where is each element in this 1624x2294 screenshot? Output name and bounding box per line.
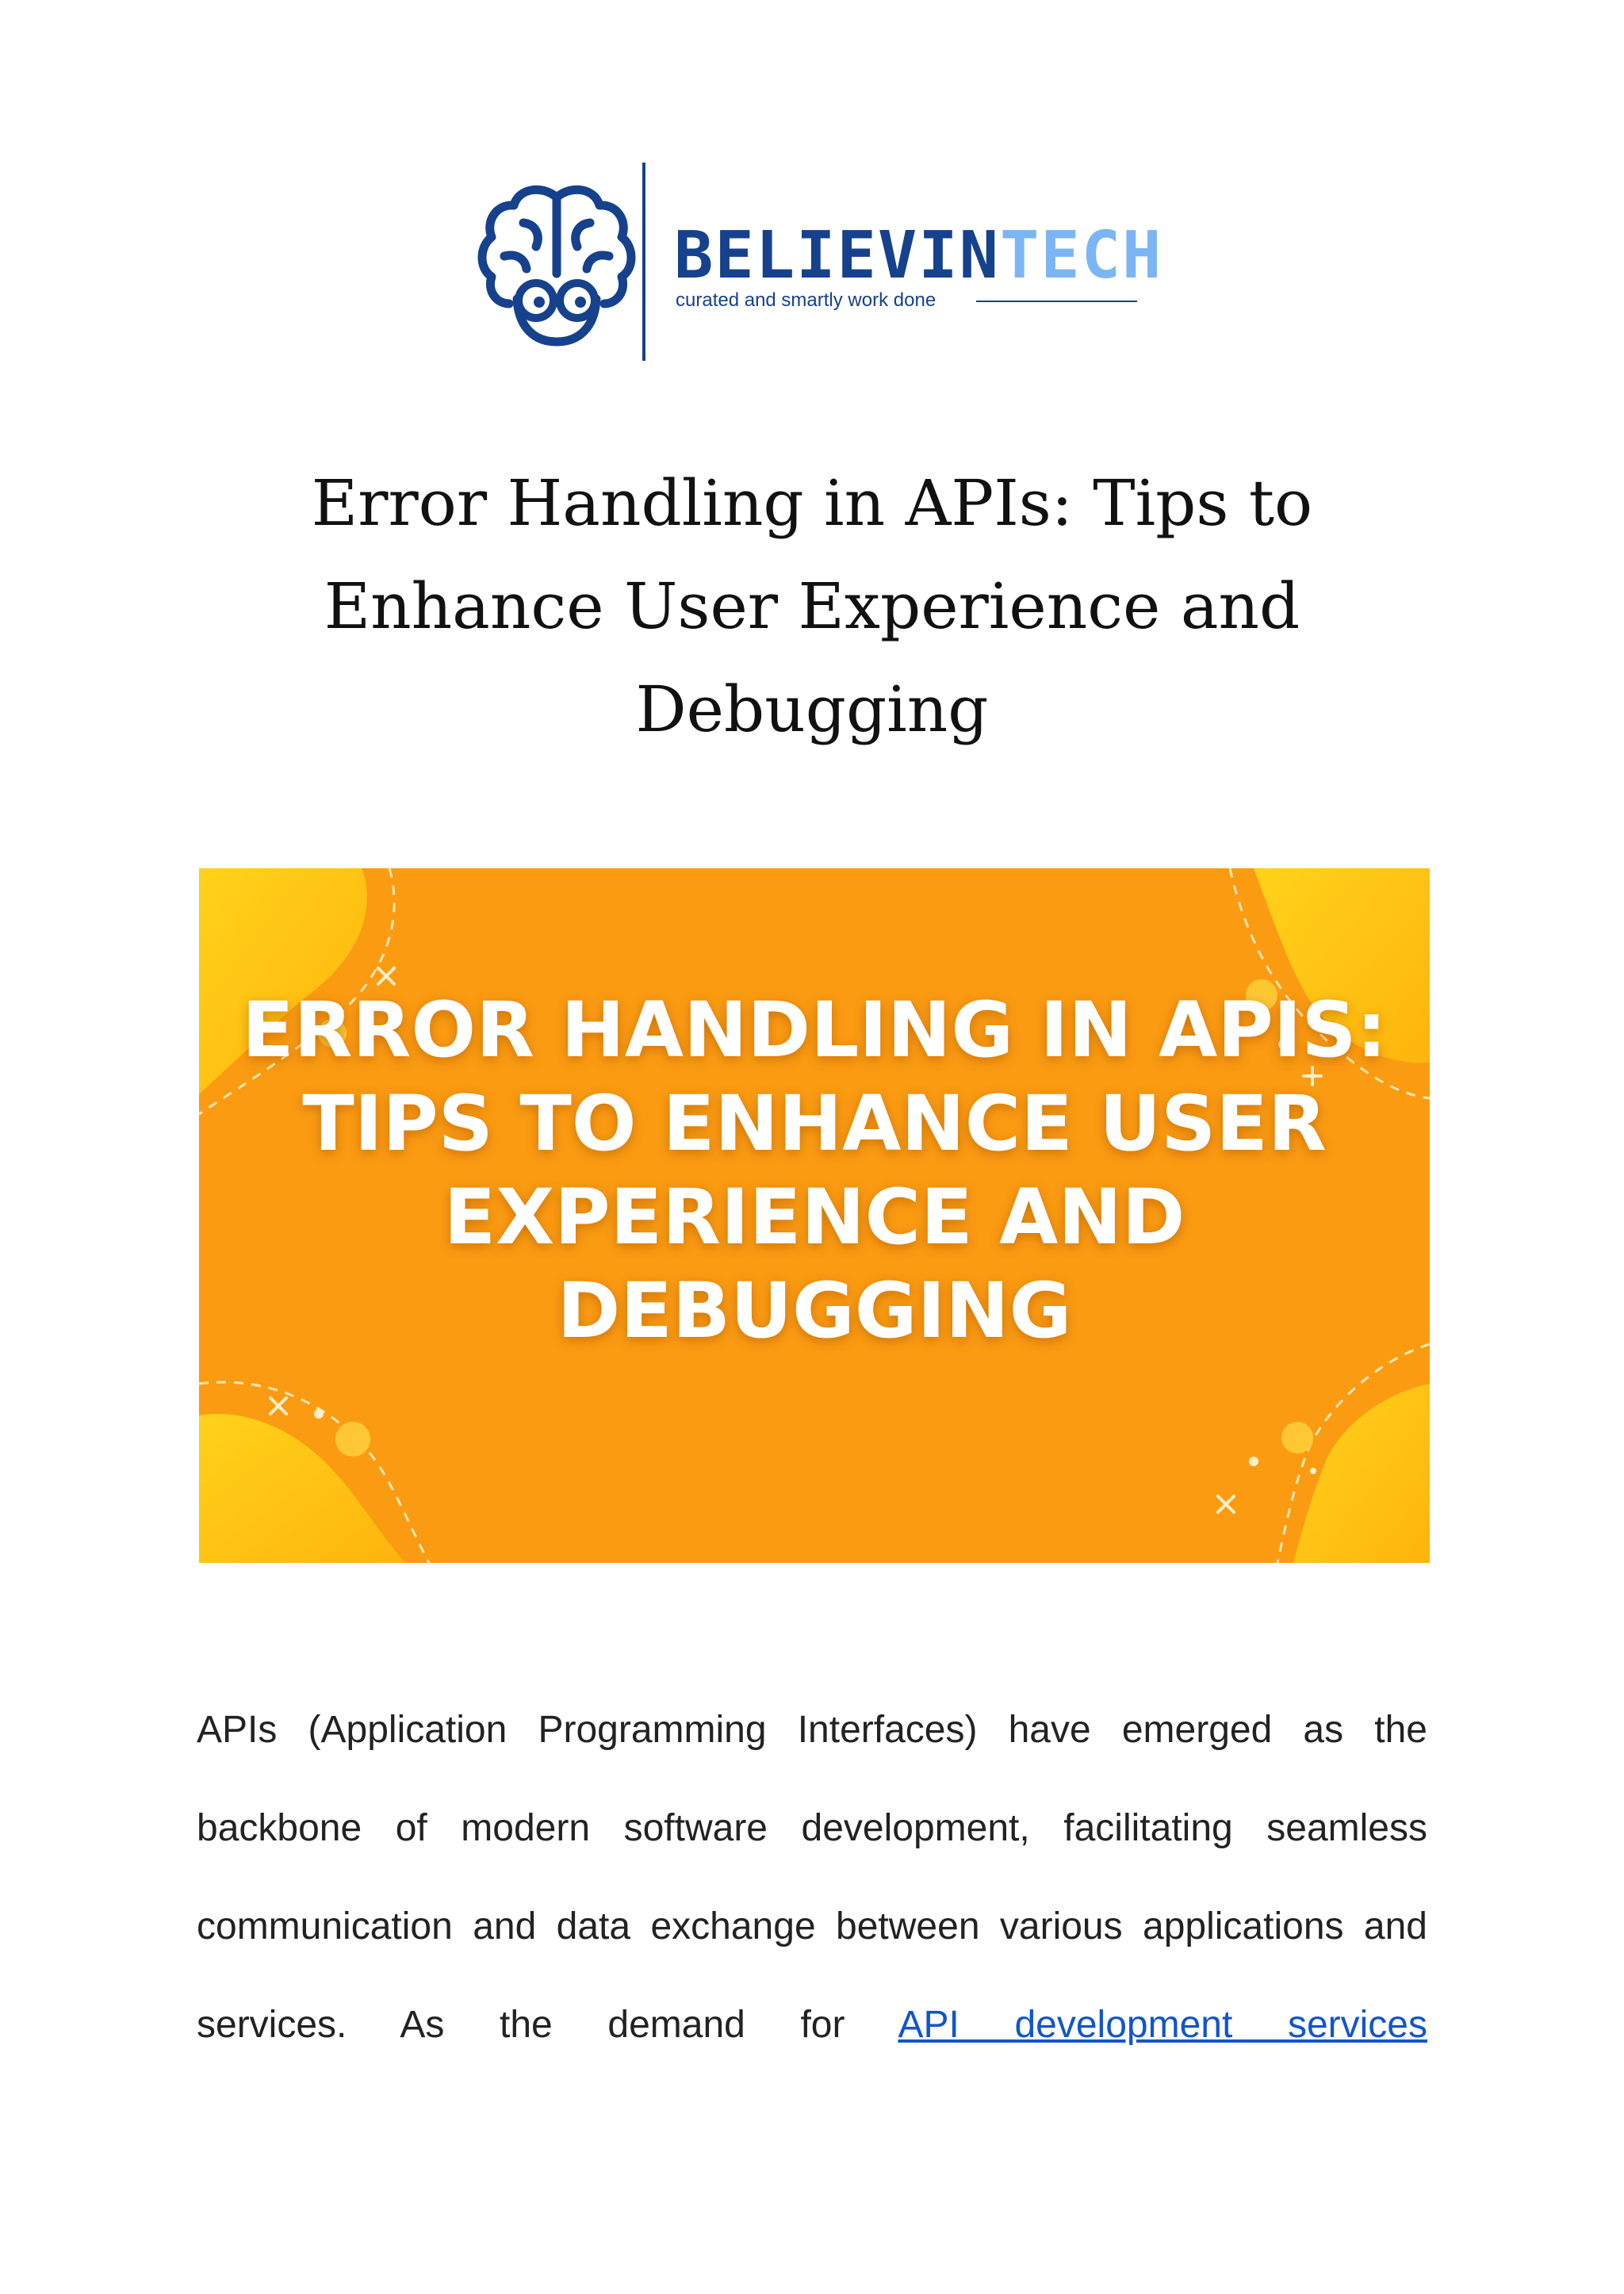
logo-tagline: curated and smartly work done [676,289,936,311]
brain-with-glasses-icon [473,180,641,348]
api-development-services-link[interactable]: API development services [898,2004,1427,2046]
logo-wordmark [674,218,1163,293]
banner-title: ERROR HANDLING IN APIS: TIPS TO ENHANCE USER EXPERIENCE AND DEBUGGING [242,986,1387,1355]
logo-divider [642,163,645,361]
logo-wordmark-primary: BELIEVIN [674,218,1000,293]
hero-banner [199,868,1430,1563]
logo-wordmark-secondary: TECH [999,218,1163,293]
page-title: Error Handling in APIs: Tips to Enhance User Experience and Debugging [311,466,1313,746]
intro-text: APIs (Application Programming Interfaces) have emerged as the backbone of modern software development, facilitating seamless communication and data exchange between various applications and services. As the demand for [197,1709,1427,2046]
logo-tagline-rule [976,301,1137,302]
intro-paragraph [197,1681,1427,2074]
company-logo [473,163,1163,361]
